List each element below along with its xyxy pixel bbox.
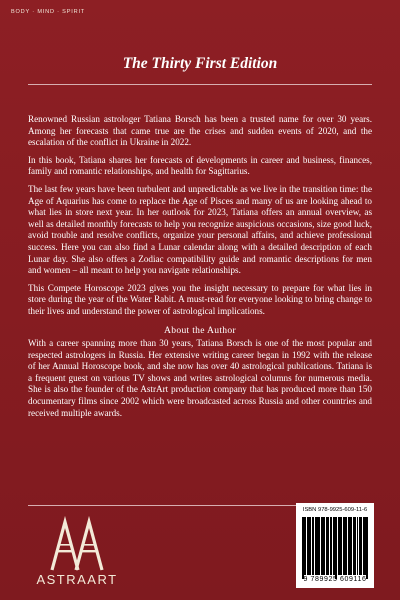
barcode	[296, 503, 374, 588]
double-arch-logo-icon	[48, 514, 106, 572]
barcode-digits: 9 789925 609116	[303, 576, 367, 583]
publisher-logo	[22, 512, 132, 590]
blurb-paragraph: The last few years have been turbulent and unpredictable as we live in the transition time: the Age of Aquarius has come to replace the Age of Pisces and many of us are looking ahead to what lies in store next year. In her outlook for 2023, Tatiana offers an annual overview, as well as detailed monthly forecasts to help you recognize auspicious occasions, size good luck, avoid trouble and resolve conflicts, organize your personal affairs, and achieve professional success. Here you can also find a Lunar calendar along with a detailed description of each Lunar day. She also offers a Zodiac compatibility guide and romantic descriptions for men and women – all meant to help you navigate relationships.	[28, 183, 372, 276]
barcode-bar	[354, 517, 355, 575]
about-author-heading: About the Author	[164, 324, 236, 336]
barcode-bar	[313, 517, 314, 575]
category-label: BODY · MIND · SPIRIT	[11, 9, 86, 15]
blurb-paragraph: This Compete Horoscope 2023 gives you the insight necessary to prepare for what lies in store during the year of the Water Rabit. A must-read for everyone looking to bring change to their lives and understand the power of astrological implications.	[28, 282, 372, 316]
barcode-bar	[328, 517, 329, 575]
isbn-label: ISBN 978-9925-609-11-6	[302, 507, 368, 513]
edition-title: The Thirty First Edition	[122, 55, 278, 72]
publisher-name: ASTRAART	[36, 572, 118, 587]
blurb-paragraph: In this book, Tatiana shares her forecasts of developments in career and business, finances, family and romantic relationships, and health for Sagittarius.	[28, 154, 372, 177]
blurb-paragraph: Renowned Russian astrologer Tatiana Borsch has been a trusted name for over 30 years. Among her forecasts that came true are the crises and sudden events of 2020, and the escalation of the conflict in Ukraine in 2022.	[28, 114, 372, 148]
barcode-bars	[302, 517, 368, 575]
top-divider	[28, 84, 372, 85]
blurb-text	[28, 114, 372, 425]
author-bio: With a career spanning more than 30 years, Tatiana Borsch is one of the most popular and respected astrologers in Russia. Her extensive writing career began in 1992 with the release of her Annual Horoscope book, and she now has over 40 astrological publications. Tatiana is a frequent guest on various TV shows and writes astrological columns for numerous media. She is also the founder of the AstrArt production company that has produced more than 150 documentary films since 2002 which were broadcasted across Russia and other countries and received multiple awards.	[28, 338, 372, 418]
